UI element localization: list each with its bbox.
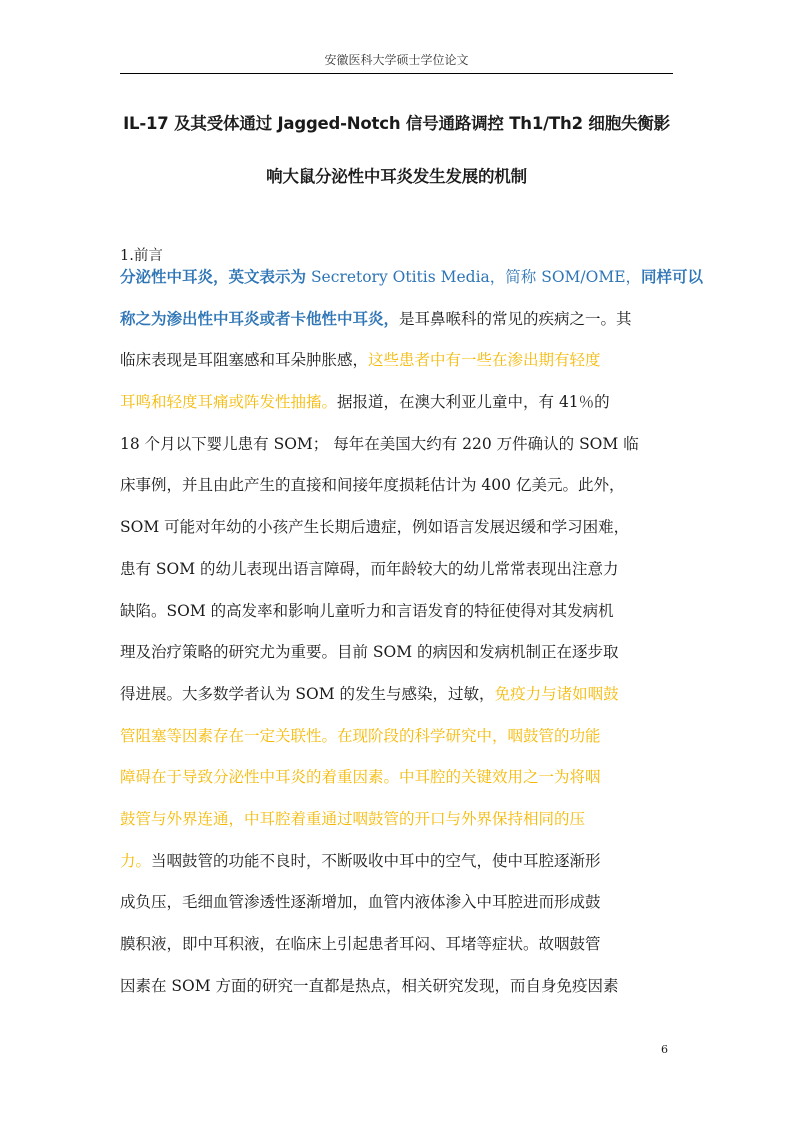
paragraph-line xyxy=(120,721,675,763)
text-segment: 床事例，并且由此产生的直接和间接年度损耗估计为 400 亿美元。此外， xyxy=(120,476,625,495)
section-heading: 1.前言 xyxy=(120,248,163,264)
paragraph-line xyxy=(120,846,675,888)
paragraph-line xyxy=(120,262,704,304)
text-segment: 因素在 SOM 方面的研究一直都是热点，相关研究发现，而自身免疫因素 xyxy=(120,976,619,995)
text-segment: 得进展。大多数学者认为 SOM 的发生与感染，过敏， xyxy=(120,684,495,703)
highlighted-text: 分泌性中耳炎，英文表示为 xyxy=(120,267,307,286)
text-segment: 据报道，在澳大利亚儿童中，有 41％的 xyxy=(337,393,610,412)
highlighted-text: 同样可以 xyxy=(641,267,704,286)
paper-title-line-2: 响大鼠分泌性中耳炎发生发展的机制 xyxy=(266,167,527,186)
paragraph-line xyxy=(120,387,675,429)
text-segment: 理及治疗策略的研究尤为重要。目前 SOM 的病因和发病机制正在逐步取 xyxy=(120,643,619,662)
text-segment: 当咽鼓管的功能不良时，不断吸收中耳中的空气，使中耳腔逐渐形 xyxy=(151,851,601,870)
text-segment: 是耳鼻喉科的常见的疾病之一。其 xyxy=(399,309,632,328)
highlighted-text: 障碍在于导致分泌性中耳炎的着重因素。中耳腔的关键效用之一为将咽 xyxy=(120,768,601,787)
text-segment: 18 个月以下婴儿患有 SOM； 每年在美国大约有 220 万件确认的 SOM 临 xyxy=(120,434,639,453)
highlighted-text: Secretory Otitis Media，简称 SOM/OME， xyxy=(306,268,642,286)
paragraph-line xyxy=(120,512,675,554)
paragraph-line xyxy=(120,554,675,596)
paragraph-line xyxy=(120,596,675,638)
highlighted-text: 管阻塞等因素存在一定关联性。在现阶段的科学研究中，咽鼓管的功能 xyxy=(120,726,601,745)
text-segment: 患有 SOM 的幼儿表现出语言障碍，而年龄较大的幼儿常常表现出注意力 xyxy=(120,559,619,578)
highlighted-text: 免疫力与诸如咽鼓 xyxy=(494,684,619,703)
highlighted-text: 力。 xyxy=(120,851,152,870)
text-segment: 临床表现是耳阻塞感和耳朵肿胀感， xyxy=(120,351,369,370)
text-segment: SOM 可能对年幼的小孩产生长期后遗症，例如语言发展迟缓和学习困难， xyxy=(120,518,630,537)
paper-title-line-1: IL-17 及其受体通过 Jagged-Notch 信号通路调控 Th1/Th2 细胞失衡影 xyxy=(123,114,670,133)
body-paragraph xyxy=(120,262,704,1012)
page-number: 6 xyxy=(661,1043,668,1056)
highlighted-text: 称之为渗出性中耳炎或者卡他性中耳炎， xyxy=(120,308,400,328)
text-segment: 成负压，毛细血管渗透性逐渐增加，血管内液体渗入中耳腔进而形成鼓 xyxy=(120,893,601,912)
paragraph-line xyxy=(120,762,675,804)
paragraph-line xyxy=(120,637,675,679)
paragraph-line xyxy=(120,470,675,512)
highlighted-text: 这些患者中有一些在渗出期有轻度 xyxy=(368,351,601,370)
highlighted-text: 耳鸣和轻度耳痛或阵发性抽搐。 xyxy=(120,393,338,412)
text-segment: 膜积液，即中耳积液，在临床上引起患者耳闷、耳堵等症状。故咽鼓管 xyxy=(120,935,601,953)
paragraph-line xyxy=(120,345,675,387)
paragraph-line xyxy=(120,929,675,971)
paragraph-line xyxy=(120,887,675,929)
paragraph-line xyxy=(120,304,675,346)
text-segment: 缺陷。SOM 的高发率和影响儿童听力和言语发育的特征使得对其发病机 xyxy=(120,601,614,620)
highlighted-text: 鼓管与外界连通，中耳腔着重通过咽鼓管的开口与外界保持相同的压 xyxy=(120,809,586,828)
paragraph-line xyxy=(120,429,675,471)
paragraph-line xyxy=(120,804,675,846)
paragraph-line xyxy=(120,679,675,721)
header-divider xyxy=(120,73,673,74)
running-header: 安徽医科大学硕士学位论文 xyxy=(324,53,469,67)
paragraph-line xyxy=(120,971,675,1013)
